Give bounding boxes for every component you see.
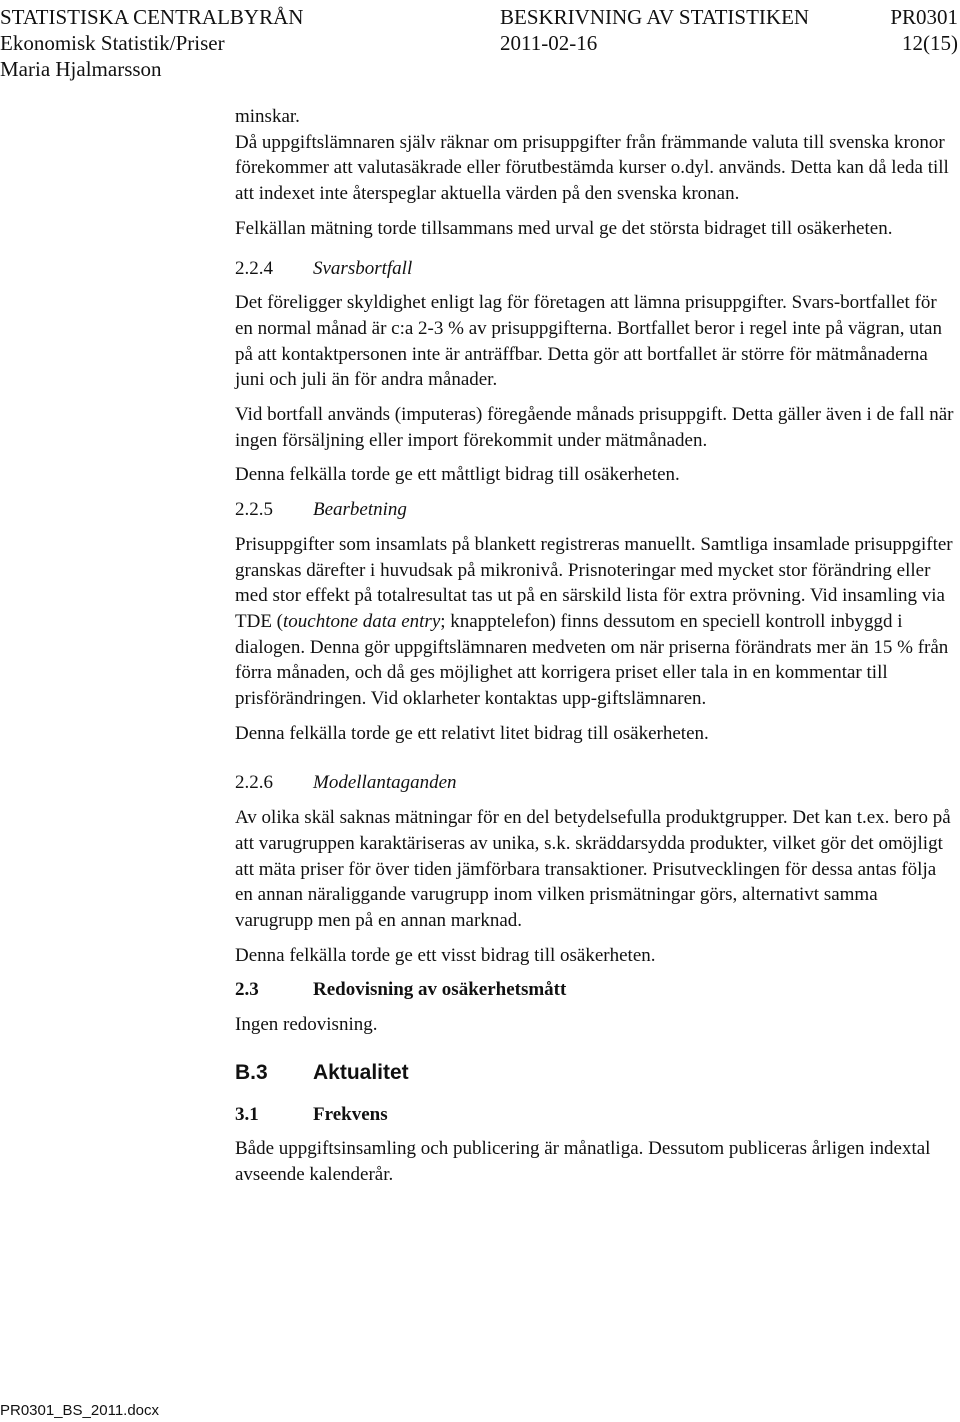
document-body (235, 104, 955, 1188)
section-number: 2.3 (235, 979, 259, 1001)
text-run: Prisuppgifter som insamlats på blankett registreras manuellt. Samtliga insamlade prisuppgifter granskas därefter i huvudsak på mikronivå. Prisnoteringar med mycket stor förändring eller med stor effekt på totalresultat tas ut på en särskild lista för extra prövning. Vid insamling via TDE ( (235, 533, 953, 632)
document-type: BESKRIVNING AV STATISTIKEN (500, 5, 810, 29)
author: Maria Hjalmarsson (0, 57, 162, 81)
section-number: 2.2.5 (235, 499, 273, 521)
paragraph: Det föreligger skyldighet enligt lag för företagen att lämna prisuppgifter. Svars-bortfallet för en normal månad är c:a 2-3 % av prisuppgifterna. Bortfallet beror i regel inte på vägran, utan på att kontaktpersonen inte är anträffbar. Detta gör att bortfallet är större för mätmånaderna juni och juli än för andra månader. (235, 292, 942, 391)
section-title: Frekvens (313, 1103, 388, 1125)
footer-filename: PR0301_BS_2011.docx (0, 1402, 160, 1419)
section-heading-2-3 (235, 977, 955, 1003)
document-date: 2011-02-16 (500, 31, 598, 55)
paragraph (235, 532, 955, 712)
section-number: 3.1 (235, 1103, 259, 1125)
paragraph: Denna felkälla torde ge ett visst bidrag till osäkerheten. (235, 944, 656, 966)
paragraph: Denna felkälla torde ge ett måttligt bidrag till osäkerheten. (235, 464, 680, 486)
paragraph: Vid bortfall används (imputeras) föregående månads prisuppgift. Detta gäller även i de fall när ingen försäljning eller import förekommit under mätmånaden. (235, 404, 954, 451)
section-title: Svarsbortfall (313, 257, 413, 279)
section-heading-2-2-5 (235, 497, 955, 523)
paragraph: Felkällan mätning torde tillsammans med urval ge det största bidraget till osäkerheten. (235, 217, 893, 239)
section-number: 2.2.4 (235, 257, 273, 279)
section-title: Aktualitet (313, 1060, 409, 1084)
section-title: Modellantaganden (313, 772, 457, 794)
section-heading-2-2-4 (235, 256, 955, 282)
paragraph: Då uppgiftslämnaren själv räknar om prisuppgifter från främmande valuta till svenska kronor förekommer att valutasäkrade eller förutbestämda kurser o.dyl. används. Detta kan då leda till att indexet inte återspeglar aktuella värden på den svenska kronan. (235, 131, 949, 205)
text-run-italic: touchtone data entry (283, 610, 441, 632)
org-name: STATISTISKA CENTRALBYRÅN (0, 5, 304, 29)
section-title: Bearbetning (313, 499, 407, 521)
department: Ekonomisk Statistik/Priser (0, 31, 225, 55)
paragraph: Både uppgiftsinsamling och publicering är månatliga. Dessutom publiceras årligen indextal avseende kalenderår. (235, 1138, 931, 1185)
section-number: 2.2.6 (235, 772, 273, 794)
section-title: Redovisning av osäkerhetsmått (313, 979, 567, 1001)
paragraph: Ingen redovisning. (235, 1014, 378, 1036)
text-run: ; knapptelefon) finns dessutom en speciell kontroll inbyggd i dialogen. Denna gör uppgiftslämnaren medveten om när priserna förändrats mer än 15 % från förra månaden, och då ges möjlighet att korrigera priset eller tala in en kommentar till prisförändringen. Vid oklarheter kontaktas upp-giftslämnaren. (235, 610, 949, 710)
section-heading-B-3 (235, 1060, 955, 1086)
section-number: B.3 (235, 1060, 268, 1084)
paragraph: minskar. (235, 106, 300, 127)
paragraph: Denna felkälla torde ge ett relativt litet bidrag till osäkerheten. (235, 722, 709, 744)
document-code: PR0301 (890, 5, 958, 29)
section-heading-3-1 (235, 1102, 955, 1128)
paragraph: Av olika skäl saknas mätningar för en del betydelsefulla produktgrupper. Det kan t.ex. bero på att varugruppen karaktäriseras av unika, s.k. skräddarsydda produkter, vilket gör det omöjligt att mäta priser för över tiden jämförbara transaktioner. Prisutvecklingen för dessa antas följa en annan näraliggande varugrupp inom vilken prismätningar görs, alternativt samma varugrupp men på en annan marknad. (235, 807, 951, 931)
page-number: 12(15) (902, 31, 958, 55)
section-heading-2-2-6 (235, 770, 955, 796)
